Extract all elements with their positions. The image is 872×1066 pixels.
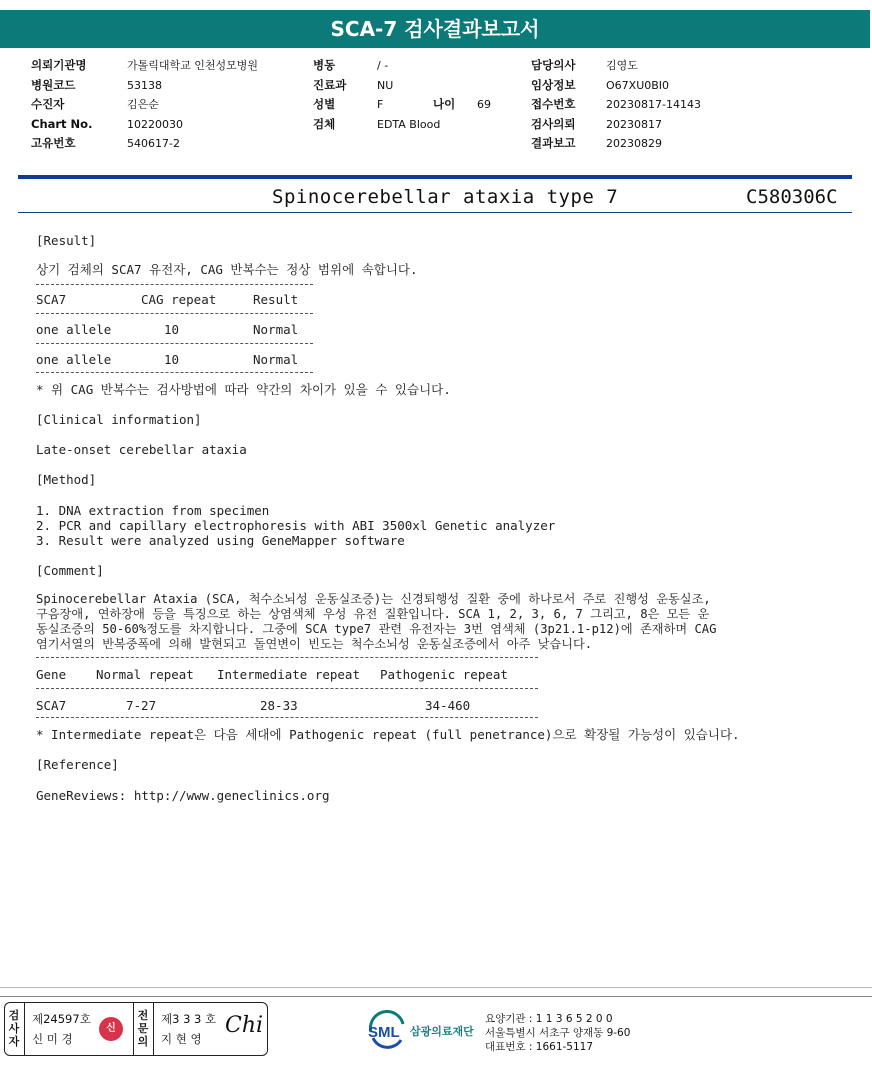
info-row: [531, 56, 831, 76]
comment-line: 염기서열의 반복중폭에 의해 발현되고 돌연변이 빈도는 척수소뇌성 운동실조증에서 아주 낮습니다.: [36, 637, 593, 651]
result-cell: 10: [164, 352, 180, 367]
table-divider: [36, 313, 313, 314]
info-row: [31, 134, 321, 154]
comment-line: 동실조증의 50-60%정도를 차지합니다. 그중에 SCA type7 관련 유전자는 3번 염색체 (3p21.1-p12)에 존재하며 CAG: [36, 622, 717, 636]
section-divider: [18, 212, 852, 213]
result-cell: one allele: [36, 352, 112, 367]
info-label: 담당의사: [531, 58, 576, 72]
reference-heading: [Reference]: [36, 757, 119, 772]
info-value: 20230829: [606, 137, 662, 150]
contact-line: 서울특별시 서초구 양재동 9-60: [485, 1027, 631, 1039]
info-row: [31, 95, 321, 115]
clinical-text: Late-onset cerebellar ataxia: [36, 442, 247, 457]
result-header-cag: CAG repeat: [141, 292, 217, 307]
info-value: 김영도: [606, 59, 638, 72]
comment-header-gene: Gene: [36, 667, 67, 682]
result-header-result: Result: [253, 292, 299, 307]
patient-info-column-2: [313, 56, 523, 134]
reference-text: GeneReviews: http://www.geneclinics.org: [36, 788, 330, 803]
method-step: 3. Result were analyzed using GeneMapper software: [36, 533, 405, 548]
info-row: [31, 56, 321, 76]
info-value: 540617-2: [127, 137, 180, 150]
comment-heading: [Comment]: [36, 563, 104, 578]
specialist-label-text: 전 문 의: [137, 1009, 149, 1048]
result-cell: 10: [164, 322, 180, 337]
logo-text: SML: [368, 1024, 400, 1041]
info-value: NU: [377, 78, 394, 92]
patient-info-column-3: [531, 56, 831, 154]
info-value: O67XU0BI0: [606, 78, 670, 92]
info-label: 검사의뢰: [531, 116, 576, 131]
table-divider: [36, 343, 313, 344]
info-row: [531, 115, 831, 135]
info-value: 20230817-14143: [606, 98, 701, 111]
comment-header-pathogenic: Pathogenic repeat: [380, 667, 508, 682]
table-divider: [36, 688, 538, 689]
result-cell: Normal: [253, 322, 299, 337]
info-label: 성별: [313, 97, 336, 111]
table-divider: [36, 372, 313, 373]
divider: [133, 1003, 134, 1055]
info-value: / -: [377, 59, 389, 72]
comment-cell: 28-33: [260, 698, 298, 713]
result-summary: 상기 검체의 SCA7 유전자, CAG 반복수는 정상 범위에 속합니다.: [36, 262, 418, 277]
report-title: SCA-7 검사결과보고서: [0, 10, 870, 48]
comment-cell: 34-460: [425, 698, 471, 713]
info-label: 진료과: [313, 77, 347, 92]
info-value: F: [377, 98, 384, 111]
specialist-name: 지 현 영: [161, 1032, 202, 1046]
age-label: 나이: [433, 97, 456, 111]
info-value: EDTA Blood: [377, 117, 441, 131]
info-value: 김은순: [127, 98, 159, 111]
method-step: 1. DNA extraction from specimen: [36, 503, 270, 518]
info-label: 고유번호: [31, 136, 76, 150]
result-heading: [Result]: [36, 233, 97, 248]
info-row: [31, 115, 321, 135]
footer-divider: [0, 987, 872, 988]
info-row: [531, 76, 831, 96]
comment-header-normal: Normal repeat: [96, 667, 194, 682]
footer-divider: [0, 996, 872, 997]
result-note: * 위 CAG 반복수는 검사방법에 따라 약간의 차이가 있을 수 있습니다.: [36, 382, 451, 397]
tester-label-text: 검 사 자: [8, 1009, 20, 1048]
info-label: 수진자: [31, 97, 65, 111]
info-row: [531, 95, 831, 115]
tester-name: 신 미 경: [32, 1032, 73, 1046]
info-value: 20230817: [606, 117, 662, 131]
info-label: 병동: [313, 58, 336, 72]
contact-line: 대표번호 : 1661-5117: [485, 1041, 594, 1053]
info-value: 가톨릭대학교 인천성모병원: [127, 59, 259, 72]
info-value: 10220030: [127, 117, 183, 131]
info-row: [313, 56, 523, 76]
test-code: C580306C: [746, 186, 838, 208]
info-row: [31, 76, 321, 96]
contact-line: 요양기관 : 1 1 3 6 5 2 0 0: [485, 1013, 613, 1025]
comment-line: 구음장애, 연하장애 등을 특징으로 하는 상염색체 우성 유전 질환입니다. SCA 1, 2, 3, 6, 7 그리고, 8은 모든 운: [36, 607, 710, 621]
result-header-gene: SCA7: [36, 292, 67, 307]
section-divider: [18, 175, 852, 179]
patient-info-column-1: [31, 56, 321, 154]
method-step: 2. PCR and capillary electrophoresis with ABI 3500xl Genetic analyzer: [36, 518, 556, 533]
tester-label: [8, 1009, 20, 1048]
info-row: [531, 134, 831, 154]
info-label: 검체: [313, 116, 336, 131]
table-divider: [36, 657, 538, 658]
info-row: [313, 115, 523, 135]
info-value: 53138: [127, 78, 162, 92]
info-label: 병원코드: [31, 77, 76, 92]
specialist-label: [137, 1009, 149, 1048]
info-row: [313, 76, 523, 96]
comment-line: Spinocerebellar Ataxia (SCA, 척수소뇌성 운동실조증)는 신경퇴행성 질환 중에 하나로서 주로 진행성 운동실조,: [36, 592, 711, 606]
info-label: 의뢰기관명: [31, 58, 87, 72]
test-name: Spinocerebellar ataxia type 7: [272, 186, 619, 208]
organization-name: 삼광의료재단: [410, 1025, 474, 1038]
info-label: Chart No.: [31, 116, 93, 131]
clinical-heading: [Clinical information]: [36, 412, 202, 427]
result-cell: Normal: [253, 352, 299, 367]
comment-note: * Intermediate repeat은 다음 세대에 Pathogenic repeat (full penetrance)으로 확장될 가능성이 있습니다.: [36, 727, 740, 742]
info-label: 임상정보: [531, 77, 576, 92]
signature-box: [4, 1002, 268, 1056]
divider: [153, 1003, 154, 1055]
comment-header-intermediate: Intermediate repeat: [217, 667, 360, 682]
specialist-license: 제3 3 3 호: [161, 1012, 217, 1026]
sml-logo-icon: [365, 1010, 409, 1050]
info-label: 결과보고: [531, 136, 576, 150]
divider: [24, 1003, 25, 1055]
method-heading: [Method]: [36, 472, 97, 487]
tester-license: 제24597호: [32, 1012, 91, 1026]
specialist-signature: Chi: [225, 1013, 264, 1038]
info-row: [313, 95, 523, 115]
comment-cell: 7-27: [126, 698, 157, 713]
age-value: 69: [477, 98, 491, 111]
tester-seal: 신: [99, 1017, 123, 1041]
info-label: 접수번호: [531, 97, 576, 111]
result-cell: one allele: [36, 322, 112, 337]
table-divider: [36, 284, 313, 285]
table-divider: [36, 717, 538, 718]
comment-cell: SCA7: [36, 698, 67, 713]
